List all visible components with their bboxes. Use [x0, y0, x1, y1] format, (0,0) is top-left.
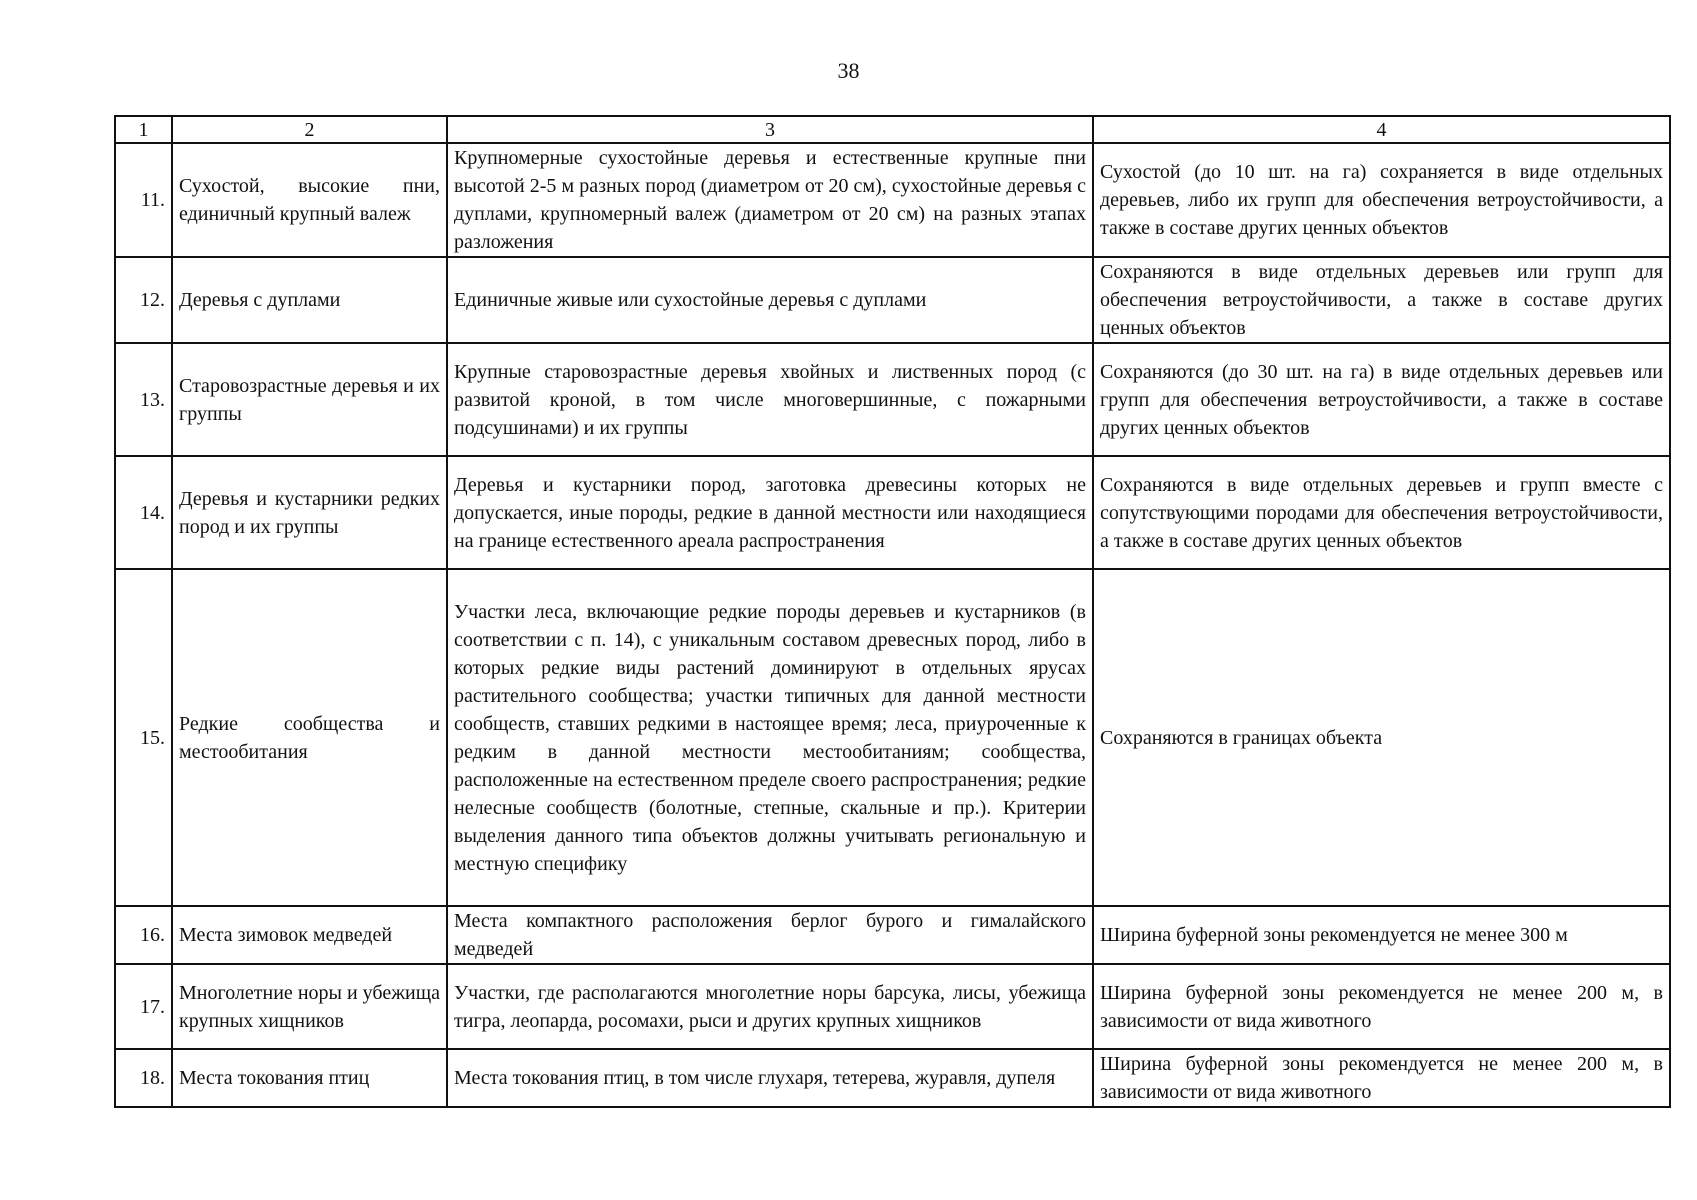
- table-row: [115, 143, 1670, 257]
- object-description: Места токования птиц, в том числе глухаря, тетерева, журавля, дупеля: [447, 1049, 1093, 1107]
- table-row: [115, 964, 1670, 1049]
- header-cell: 2: [172, 116, 447, 143]
- object-name: Деревья с дуплами: [172, 257, 447, 343]
- object-name: Сухостой, высокие пни, единичный крупный валеж: [172, 143, 447, 257]
- row-number: 11.: [115, 143, 172, 257]
- row-number: 12.: [115, 257, 172, 343]
- header-cell: 3: [447, 116, 1093, 143]
- object-name: Места токования птиц: [172, 1049, 447, 1107]
- row-number: 14.: [115, 456, 172, 569]
- conservation-measure: Ширина буферной зоны рекомендуется не менее 200 м, в зависимости от вида животного: [1093, 964, 1670, 1049]
- conservation-measure: Сухостой (до 10 шт. на га) сохраняется в виде отдельных деревьев, либо их групп для обеспечения ветроустойчивости, а также в составе других ценных объектов: [1093, 143, 1670, 257]
- table-row: [115, 1049, 1670, 1107]
- row-number: 17.: [115, 964, 172, 1049]
- table-row: [115, 906, 1670, 964]
- object-description: Места компактного расположения берлог бурого и гималайского медведей: [447, 906, 1093, 964]
- object-name: Места зимовок медведей: [172, 906, 447, 964]
- hcv-table: [114, 115, 1671, 1108]
- object-description: Крупные старовозрастные деревья хвойных и лиственных пород (с развитой кроной, в том числе многовершинные, с пожарными подсушинами) и их группы: [447, 343, 1093, 456]
- row-number: 16.: [115, 906, 172, 964]
- object-name: Старовозрастные деревья и их группы: [172, 343, 447, 456]
- page-number: 38: [837, 58, 860, 83]
- conservation-measure: Сохраняются в границах объекта: [1093, 569, 1670, 906]
- object-description: Участки леса, включающие редкие породы деревьев и кустарников (в соответствии с п. 14), с уникальным составом древесных пород, либо в которых редкие виды растений доминируют в отдельных ярусах растительного сообщества; участки типичных для данной местности сообществ, ставших редкими в настоящее время; леса, приуроченные к редким в данной местности местообитаниям; сообщества, расположенные на естественном пределе своего распространения; редкие нелесные сообществ (болотные, степные, скальные и пр.). Критерии выделения данного типа объектов должны учитывать региональную и местную специфику: [447, 569, 1093, 906]
- conservation-measure: Сохраняются в виде отдельных деревьев или групп для обеспечения ветроустойчивости, а также в составе других ценных объектов: [1093, 257, 1670, 343]
- conservation-measure: Сохраняются в виде отдельных деревьев и групп вместе с сопутствующими породами для обеспечения ветроустойчивости, а также в составе других ценных объектов: [1093, 456, 1670, 569]
- object-description: Крупномерные сухостойные деревья и естественные крупные пни высотой 2-5 м разных пород (диаметром от 20 см), сухостойные деревья с дуплами, крупномерный валеж (диаметром от 20 см) на разных этапах разложения: [447, 143, 1093, 257]
- table-row: [115, 343, 1670, 456]
- table-row: [115, 456, 1670, 569]
- object-description: Деревья и кустарники пород, заготовка древесины которых не допускается, иные породы, редкие в данной местности или находящиеся на границе естественного ареала распространения: [447, 456, 1093, 569]
- object-name: Деревья и кустарники редких пород и их группы: [172, 456, 447, 569]
- conservation-measure: Сохраняются (до 30 шт. на га) в виде отдельных деревьев или групп для обеспечения ветроустойчивости, а также в составе других ценных объектов: [1093, 343, 1670, 456]
- header-cell: 1: [115, 116, 172, 143]
- object-name: Редкие сообщества и местообитания: [172, 569, 447, 906]
- table-row: [115, 569, 1670, 906]
- row-number: 18.: [115, 1049, 172, 1107]
- object-name: Многолетние норы и убежища крупных хищников: [172, 964, 447, 1049]
- row-number: 15.: [115, 569, 172, 906]
- conservation-measure: Ширина буферной зоны рекомендуется не менее 200 м, в зависимости от вида животного: [1093, 1049, 1670, 1107]
- header-cell: 4: [1093, 116, 1670, 143]
- row-number: 13.: [115, 343, 172, 456]
- object-description: Участки, где располагаются многолетние норы барсука, лисы, убежища тигра, леопарда, росомахи, рыси и других крупных хищников: [447, 964, 1093, 1049]
- table-row: [115, 257, 1670, 343]
- object-description: Единичные живые или сухостойные деревья с дуплами: [447, 257, 1093, 343]
- conservation-measure: Ширина буферной зоны рекомендуется не менее 300 м: [1093, 906, 1670, 964]
- table-header-row: [115, 116, 1670, 143]
